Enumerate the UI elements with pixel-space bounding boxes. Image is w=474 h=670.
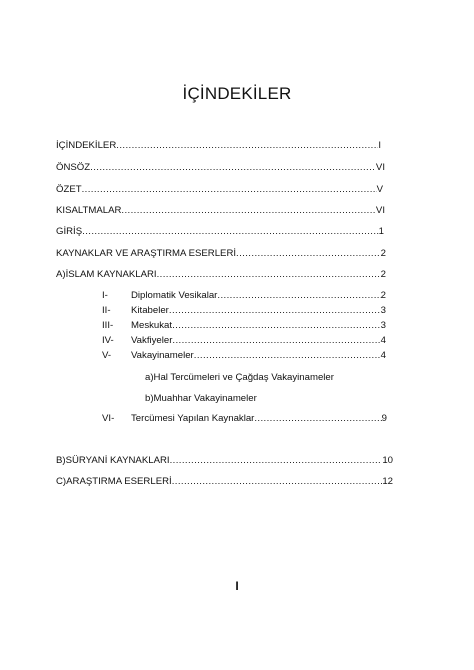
toc-subentry-vakayinameler bbox=[131, 350, 386, 362]
toc-entry-page: VI bbox=[375, 162, 385, 173]
dot-leader bbox=[172, 320, 381, 332]
dot-leader bbox=[121, 205, 376, 217]
dot-leader bbox=[157, 269, 381, 281]
toc-subentry-vakfiyeler bbox=[131, 335, 386, 347]
dot-leader bbox=[170, 455, 383, 467]
dot-leader bbox=[82, 226, 379, 238]
roman-numeral: V- bbox=[102, 350, 112, 361]
toc-entry-kaynaklar bbox=[56, 248, 386, 260]
toc-subentry-kitabeler bbox=[131, 305, 386, 317]
toc-entry-page: I bbox=[378, 140, 381, 151]
toc-subentry-diplomatik-vesikalar bbox=[131, 290, 386, 302]
toc-entry-page: 12 bbox=[382, 476, 393, 487]
toc-entry-page: V bbox=[376, 184, 383, 195]
toc-subentry-tercumesi-yapilan-kaynaklar bbox=[131, 413, 387, 425]
dot-leader bbox=[172, 476, 383, 488]
toc-entry-page: 2 bbox=[380, 290, 386, 301]
dot-leader bbox=[254, 413, 381, 425]
toc-entry-label: Tercümesi Yapılan Kaynaklar bbox=[131, 413, 255, 424]
toc-entry-page: 2 bbox=[380, 269, 386, 280]
dot-leader bbox=[172, 335, 380, 347]
toc-entry-page: VI bbox=[375, 205, 385, 216]
toc-entry-label: Vakayinameler bbox=[131, 350, 194, 361]
toc-entry-label: KAYNAKLAR VE ARAŞTIRMA ESERLERİ bbox=[56, 248, 237, 259]
toc-subentry-meskukat bbox=[131, 320, 386, 332]
toc-subsubentry-hal-tercumeleri: a)Hal Tercümeleri ve Çağdaş Vakayinameler bbox=[145, 372, 334, 383]
toc-entry-label: Meskukat bbox=[131, 320, 173, 331]
roman-numeral: IV- bbox=[102, 335, 114, 346]
toc-entry-label: A)İSLAM KAYNAKLARI bbox=[56, 269, 157, 280]
dot-leader bbox=[90, 162, 376, 174]
toc-entry-label: İÇİNDEKİLER bbox=[56, 140, 117, 151]
toc-entry-label: C)ARAŞTIRMA ESERLERİ bbox=[56, 476, 172, 487]
toc-entry-page: 4 bbox=[380, 335, 386, 346]
dot-leader bbox=[236, 248, 381, 260]
toc-entry-page: 4 bbox=[380, 350, 386, 361]
toc-entry-page: 3 bbox=[380, 320, 386, 331]
toc-entry-ozet bbox=[56, 184, 383, 196]
toc-entry-page: 9 bbox=[381, 413, 387, 424]
toc-entry-page: 1 bbox=[378, 226, 384, 237]
dot-leader bbox=[116, 140, 378, 152]
toc-entry-kisaltmalar bbox=[56, 205, 385, 217]
page-number: I bbox=[235, 579, 239, 593]
roman-numeral: I- bbox=[102, 290, 108, 301]
dot-leader bbox=[169, 305, 381, 317]
roman-numeral: II- bbox=[102, 305, 111, 316]
toc-entry-label: Vakfiyeler bbox=[131, 335, 173, 346]
toc-entry-label: KISALTMALAR bbox=[56, 205, 122, 216]
roman-numeral: III- bbox=[102, 320, 114, 331]
toc-entry-label: B)SÜRYANİ KAYNAKLARI bbox=[56, 455, 170, 466]
toc-entry-label: Diplomatik Vesikalar bbox=[131, 290, 218, 301]
toc-entry-label: GİRİŞ bbox=[56, 226, 83, 237]
toc-subsubentry-muahhar-vakayinameler: b)Muahhar Vakayinameler bbox=[145, 393, 257, 404]
page-title: İÇİNDEKİLER bbox=[182, 84, 292, 103]
toc-entry-islam-kaynaklari bbox=[56, 269, 386, 281]
toc-entry-page: 3 bbox=[380, 305, 386, 316]
dot-leader bbox=[82, 184, 377, 196]
toc-entry-page: 2 bbox=[380, 248, 386, 259]
toc-entry-arastirma-eserleri bbox=[56, 476, 393, 488]
toc-entry-label: ÖZET bbox=[56, 184, 82, 195]
dot-leader bbox=[194, 350, 381, 362]
toc-entry-page: 10 bbox=[382, 455, 393, 466]
roman-numeral: VI- bbox=[102, 413, 115, 424]
toc-entry-giris bbox=[56, 226, 384, 238]
dot-leader bbox=[217, 290, 380, 302]
toc-entry-label: Kitabeler bbox=[131, 305, 169, 316]
toc-entry-suryani-kaynaklari bbox=[56, 455, 393, 467]
toc-entry-label: ÖNSÖZ bbox=[56, 162, 91, 173]
toc-entry-icindekiler bbox=[56, 140, 381, 152]
toc-entry-onsoz bbox=[56, 162, 385, 174]
